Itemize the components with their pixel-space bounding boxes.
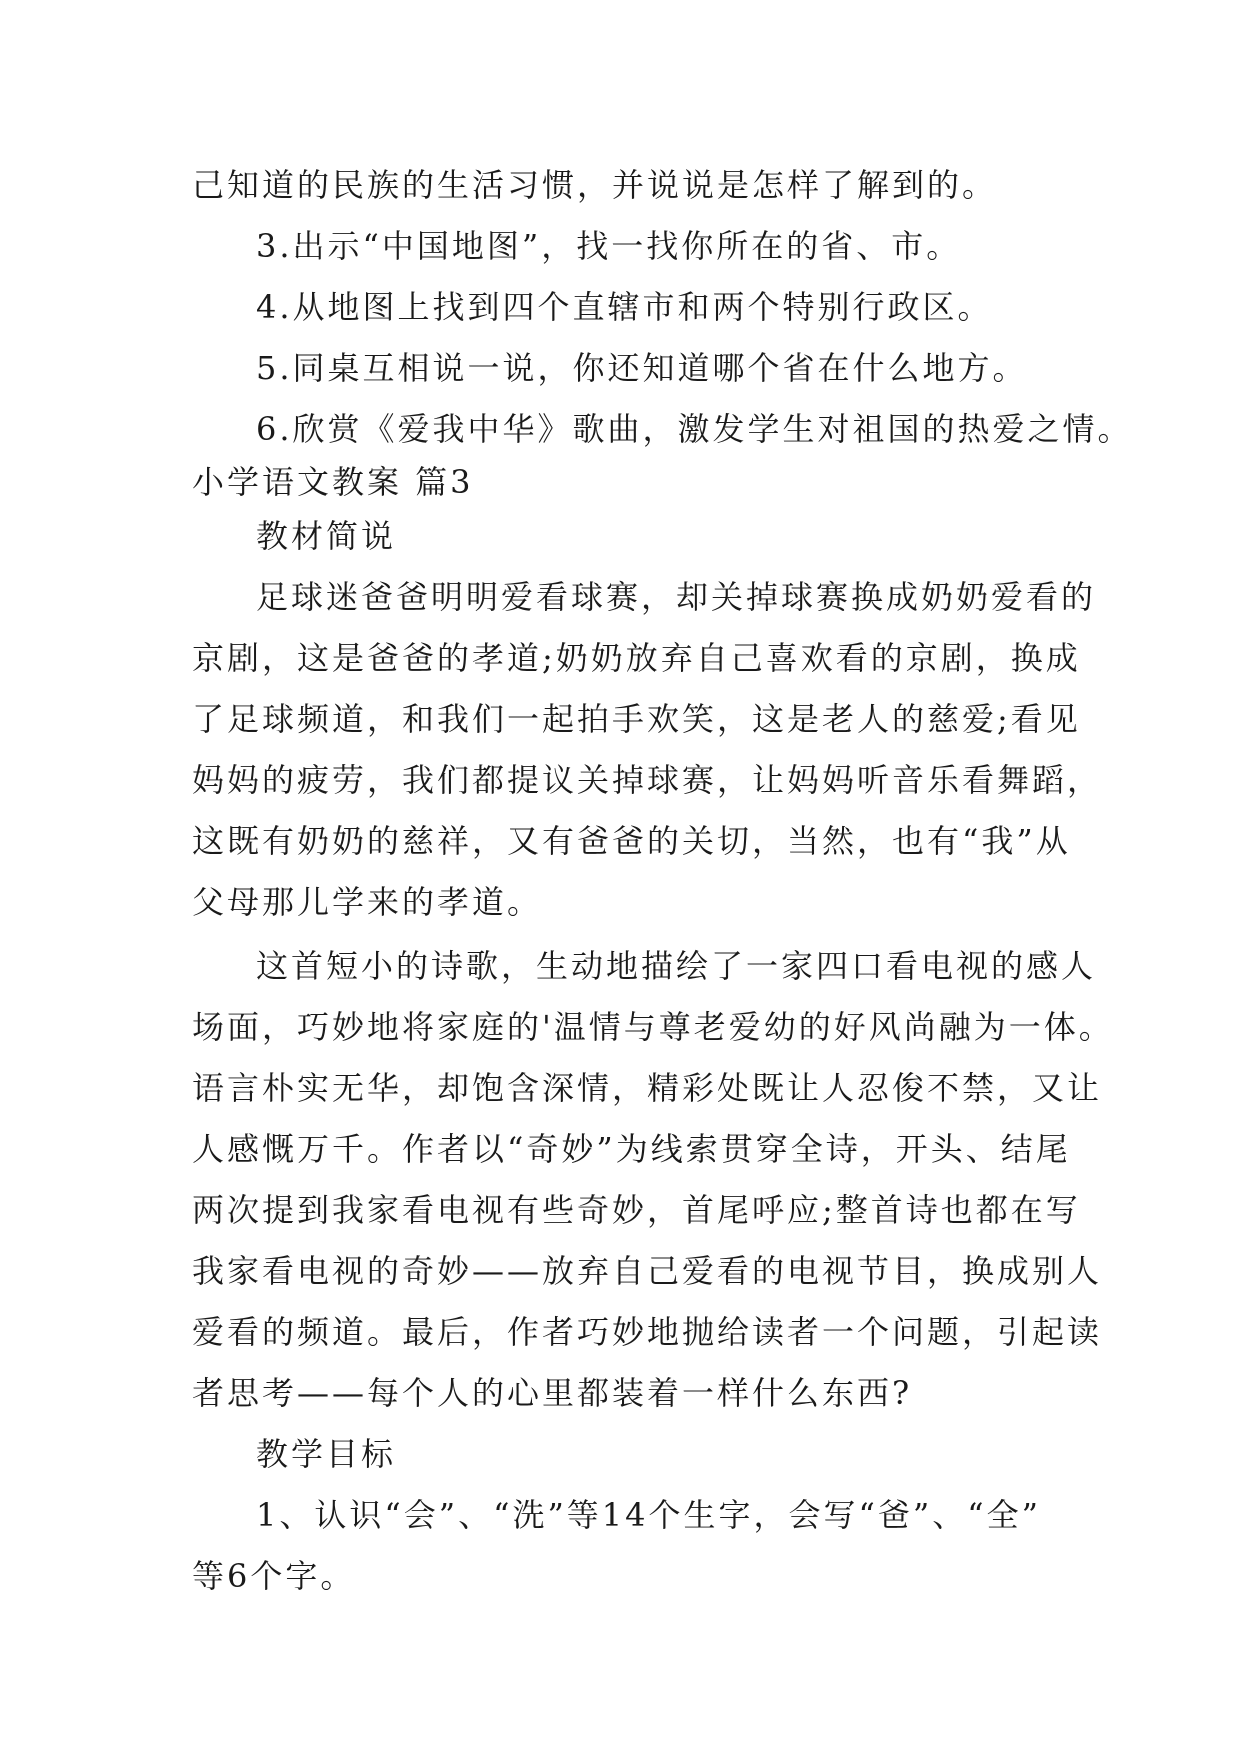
text-line: 足球迷爸爸明明爱看球赛，却关掉球赛换成奶奶爱看的 bbox=[256, 578, 1097, 616]
text-line: 爱看的频道。最后，作者巧妙地抛给读者一个问题，引起读 bbox=[192, 1313, 1103, 1351]
list-item: 1、认识“会”、“洗”等14个生字，会写“爸”、“全” bbox=[256, 1496, 1041, 1534]
list-item: 5.同桌互相说一说，你还知道哪个省在什么地方。 bbox=[256, 349, 1028, 387]
text-line: 这首短小的诗歌，生动地描绘了一家四口看电视的感人 bbox=[256, 947, 1097, 985]
list-item: 6.欣赏《爱我中华》歌曲，激发学生对祖国的热爱之情。 bbox=[256, 410, 1133, 448]
section-title: 小学语文教案 篇3 bbox=[192, 463, 474, 501]
subsection-heading: 教学目标 bbox=[256, 1435, 397, 1473]
text-line: 京剧，这是爸爸的孝道;奶奶放弃自己喜欢看的京剧，换成 bbox=[192, 639, 1081, 677]
text-line: 父母那儿学来的孝道。 bbox=[192, 883, 543, 921]
text-line: 等6个字。 bbox=[192, 1557, 356, 1595]
list-item: 4.从地图上找到四个直辖市和两个特别行政区。 bbox=[256, 288, 993, 326]
text-line: 两次提到我家看电视有些奇妙，首尾呼应;整首诗也都在写 bbox=[192, 1191, 1081, 1229]
text-line: 了足球频道，和我们一起拍手欢笑，这是老人的慈爱;看见 bbox=[192, 700, 1081, 738]
text-line: 己知道的民族的生活习惯，并说说是怎样了解到的。 bbox=[192, 166, 998, 204]
text-line: 这既有奶奶的慈祥，又有爸爸的关切，当然，也有“我”从 bbox=[192, 822, 1071, 860]
text-line: 场面，巧妙地将家庭的'温情与尊老爱幼的好风尚融为一体。 bbox=[192, 1008, 1114, 1046]
text-line: 者思考——每个人的心里都装着一样什么东西? bbox=[192, 1374, 913, 1412]
text-line: 语言朴实无华，却饱含深情，精彩处既让人忍俊不禁，又让 bbox=[192, 1069, 1103, 1107]
text-line: 妈妈的疲劳，我们都提议关掉球赛，让妈妈听音乐看舞蹈， bbox=[192, 761, 1103, 799]
list-item: 3.出示“中国地图”，找一找你所在的省、市。 bbox=[256, 227, 962, 265]
text-line: 人感慨万千。作者以“奇妙”为线索贯穿全诗，开头、结尾 bbox=[192, 1130, 1071, 1168]
text-line: 我家看电视的奇妙——放弃自己爱看的电视节目，换成别人 bbox=[192, 1252, 1103, 1290]
subsection-heading: 教材简说 bbox=[256, 517, 397, 555]
